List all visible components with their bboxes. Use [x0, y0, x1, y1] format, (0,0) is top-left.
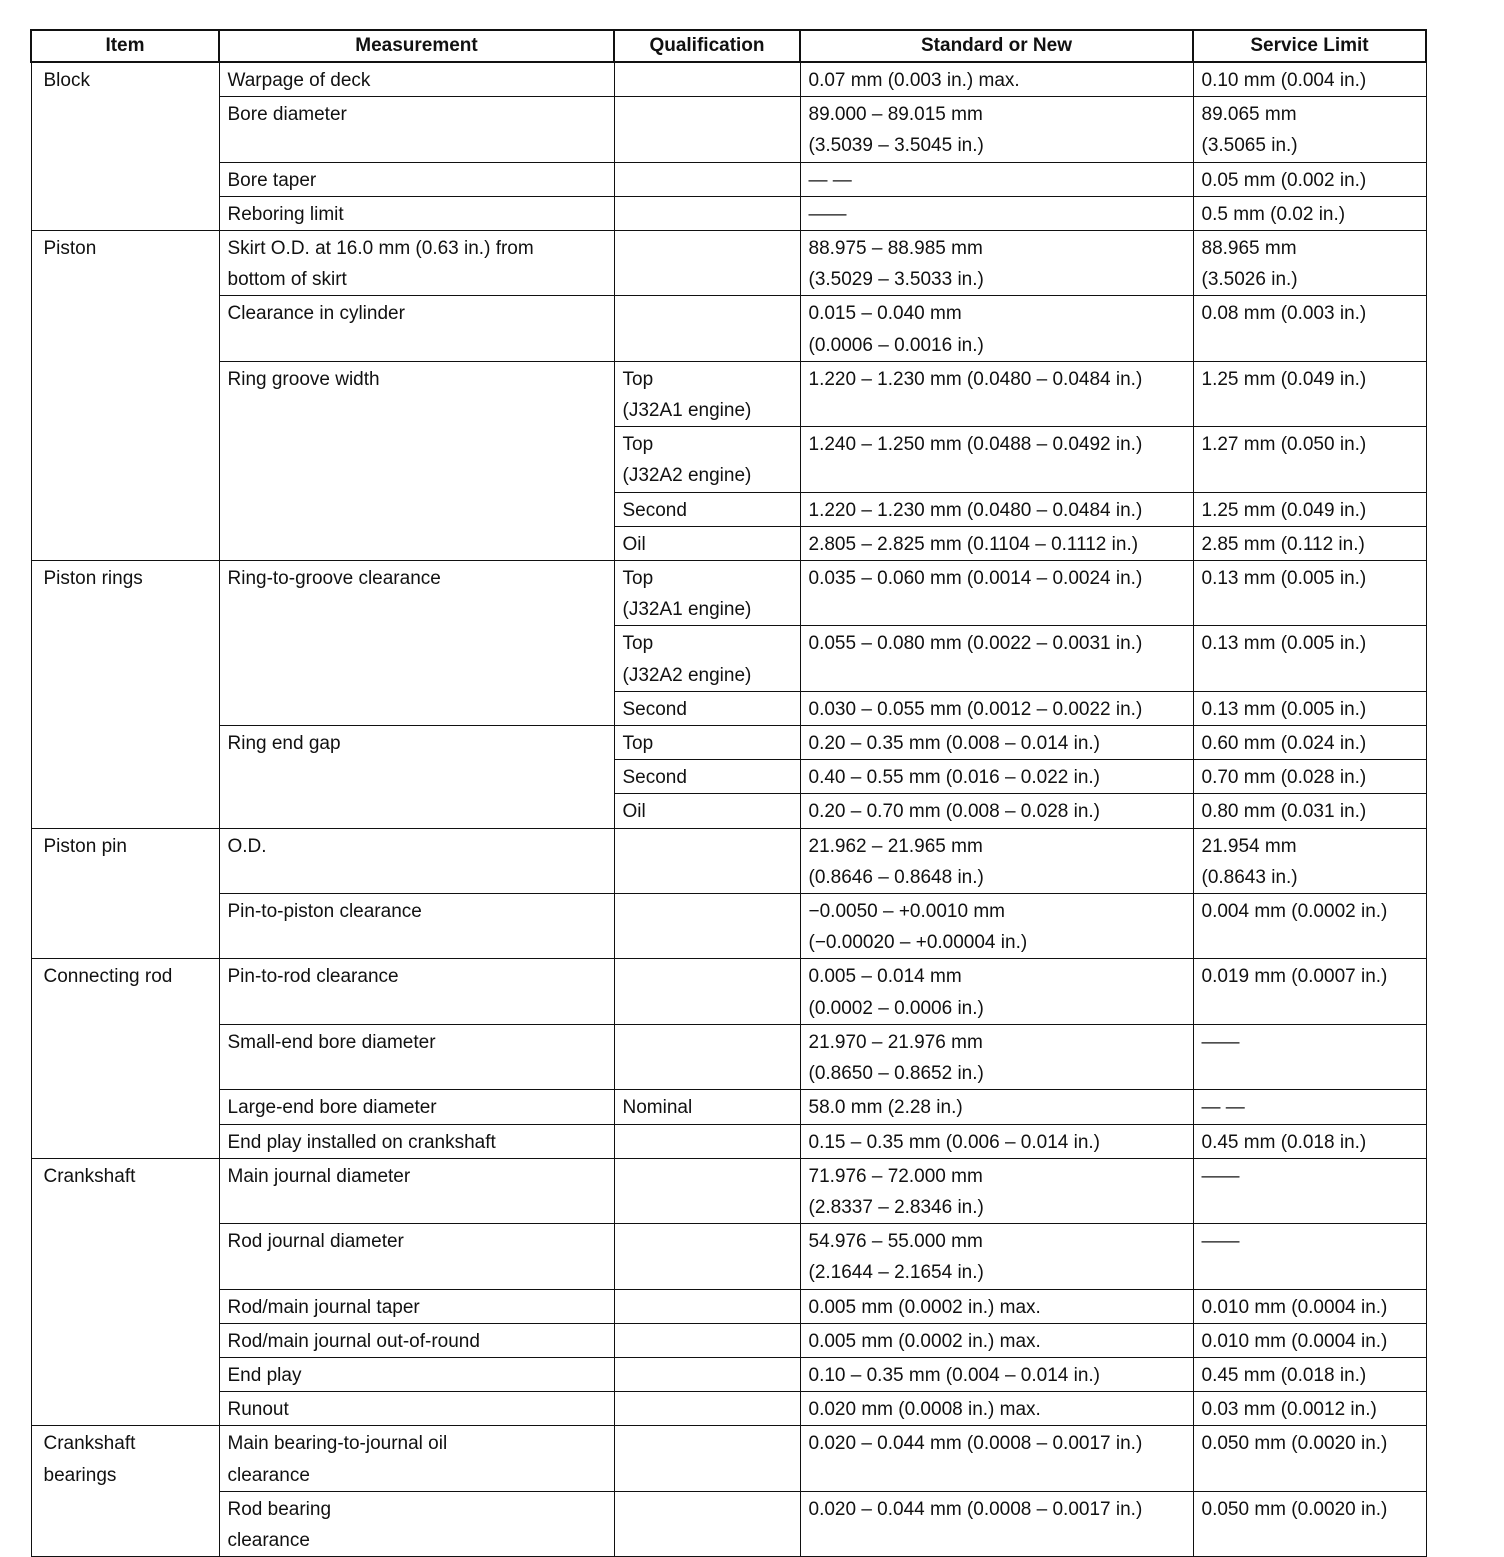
standard-cell: 0.20 – 0.35 mm (0.008 – 0.014 in.) [800, 726, 1193, 760]
measurement-cell: Runout [219, 1392, 614, 1426]
qualification-cell: Top (J32A2 engine) [614, 626, 800, 691]
table-row [31, 1024, 1426, 1089]
table-row [31, 1090, 1426, 1124]
limit-cell: 0.010 mm (0.0004 in.) [1193, 1289, 1426, 1323]
limit-cell: 0.05 mm (0.002 in.) [1193, 162, 1426, 196]
standard-cell: 0.20 – 0.70 mm (0.008 – 0.028 in.) [800, 794, 1193, 828]
standard-cell: 0.020 – 0.044 mm (0.0008 – 0.0017 in.) [800, 1426, 1193, 1491]
header-measurement: Measurement [219, 30, 614, 62]
standard-cell: 0.020 – 0.044 mm (0.0008 – 0.0017 in.) [800, 1491, 1193, 1556]
item-cell: Piston pin [31, 828, 219, 959]
limit-cell: 0.13 mm (0.005 in.) [1193, 626, 1426, 691]
standard-cell: 21.962 – 21.965 mm (0.8646 – 0.8648 in.) [800, 828, 1193, 893]
standard-cell: −0.0050 – +0.0010 mm (−0.00020 – +0.00004 in.) [800, 894, 1193, 959]
header-item: Item [31, 30, 219, 62]
qualification-cell: Oil [614, 526, 800, 560]
table-row [31, 1357, 1426, 1391]
item-cell: Crankshaft [31, 1158, 219, 1426]
qualification-cell [614, 1224, 800, 1289]
limit-cell: 1.25 mm (0.049 in.) [1193, 361, 1426, 426]
table-row [31, 894, 1426, 959]
table-row [31, 196, 1426, 230]
standard-cell: 0.055 – 0.080 mm (0.0022 – 0.0031 in.) [800, 626, 1193, 691]
qualification-cell [614, 162, 800, 196]
qualification-cell: Second [614, 492, 800, 526]
qualification-cell [614, 1357, 800, 1391]
measurement-cell: Ring-to-groove clearance [219, 561, 614, 726]
standard-cell: 0.030 – 0.055 mm (0.0012 – 0.0022 in.) [800, 691, 1193, 725]
standard-cell: 0.07 mm (0.003 in.) max. [800, 62, 1193, 97]
table-row [31, 828, 1426, 893]
table-row [31, 1158, 1426, 1223]
standard-cell: 71.976 – 72.000 mm (2.8337 – 2.8346 in.) [800, 1158, 1193, 1223]
item-cell: Crankshaft bearings [31, 1426, 219, 1557]
measurement-cell: Ring end gap [219, 726, 614, 829]
table-row [31, 1491, 1426, 1556]
limit-cell: 89.065 mm (3.5065 in.) [1193, 97, 1426, 162]
standard-cell: —— [800, 196, 1193, 230]
measurement-cell: Rod/main journal taper [219, 1289, 614, 1323]
standard-cell: 2.805 – 2.825 mm (0.1104 – 0.1112 in.) [800, 526, 1193, 560]
limit-cell: —— [1193, 1158, 1426, 1223]
measurement-cell: Bore diameter [219, 97, 614, 162]
limit-cell: 0.45 mm (0.018 in.) [1193, 1124, 1426, 1158]
measurement-cell: End play installed on crankshaft [219, 1124, 614, 1158]
table-row [31, 1426, 1426, 1491]
header-row [31, 30, 1426, 62]
standard-cell: 1.220 – 1.230 mm (0.0480 – 0.0484 in.) [800, 492, 1193, 526]
qualification-cell: Second [614, 760, 800, 794]
limit-cell: 88.965 mm (3.5026 in.) [1193, 231, 1426, 296]
limit-cell: 0.5 mm (0.02 in.) [1193, 196, 1426, 230]
measurement-cell: Main journal diameter [219, 1158, 614, 1223]
item-cell: Piston rings [31, 561, 219, 829]
limit-cell: 0.010 mm (0.0004 in.) [1193, 1323, 1426, 1357]
limit-cell: 0.050 mm (0.0020 in.) [1193, 1491, 1426, 1556]
table-row [31, 959, 1426, 1024]
standard-cell: 0.035 – 0.060 mm (0.0014 – 0.0024 in.) [800, 561, 1193, 626]
table-row [31, 1289, 1426, 1323]
limit-cell: 0.13 mm (0.005 in.) [1193, 561, 1426, 626]
measurement-cell: Bore taper [219, 162, 614, 196]
limit-cell: 0.10 mm (0.004 in.) [1193, 62, 1426, 97]
limit-cell: 0.45 mm (0.018 in.) [1193, 1357, 1426, 1391]
table-row [31, 561, 1426, 626]
standard-cell: 0.10 – 0.35 mm (0.004 – 0.014 in.) [800, 1357, 1193, 1391]
standard-cell: 1.220 – 1.230 mm (0.0480 – 0.0484 in.) [800, 361, 1193, 426]
item-cell: Block [31, 62, 219, 231]
standard-cell: 0.005 – 0.014 mm (0.0002 – 0.0006 in.) [800, 959, 1193, 1024]
measurement-cell: Ring groove width [219, 361, 614, 560]
table-row [31, 361, 1426, 426]
qualification-cell [614, 1124, 800, 1158]
qualification-cell: Top [614, 726, 800, 760]
limit-cell: 2.85 mm (0.112 in.) [1193, 526, 1426, 560]
measurement-cell: Warpage of deck [219, 62, 614, 97]
limit-cell: 0.80 mm (0.031 in.) [1193, 794, 1426, 828]
table-row [31, 1323, 1426, 1357]
limit-cell: —— [1193, 1224, 1426, 1289]
measurement-cell: Reboring limit [219, 196, 614, 230]
measurement-cell: Pin-to-piston clearance [219, 894, 614, 959]
table-row [31, 1124, 1426, 1158]
standard-cell: 88.975 – 88.985 mm (3.5029 – 3.5033 in.) [800, 231, 1193, 296]
measurement-cell: Clearance in cylinder [219, 296, 614, 361]
qualification-cell [614, 1426, 800, 1491]
limit-cell: — — [1193, 1090, 1426, 1124]
limit-cell: 0.70 mm (0.028 in.) [1193, 760, 1426, 794]
measurement-cell: Skirt O.D. at 16.0 mm (0.63 in.) from bottom of skirt [219, 231, 614, 296]
table-row [31, 1392, 1426, 1426]
measurement-cell: Main bearing-to-journal oil clearance [219, 1426, 614, 1491]
standard-cell: 0.005 mm (0.0002 in.) max. [800, 1323, 1193, 1357]
qualification-cell [614, 1289, 800, 1323]
header-service-limit: Service Limit [1193, 30, 1426, 62]
standard-cell: 0.15 – 0.35 mm (0.006 – 0.014 in.) [800, 1124, 1193, 1158]
table-row [31, 726, 1426, 760]
header-standard: Standard or New [800, 30, 1193, 62]
qualification-cell [614, 1158, 800, 1223]
qualification-cell [614, 296, 800, 361]
limit-cell: 0.004 mm (0.0002 in.) [1193, 894, 1426, 959]
qualification-cell [614, 231, 800, 296]
limit-cell: 1.25 mm (0.049 in.) [1193, 492, 1426, 526]
measurement-cell: Small-end bore diameter [219, 1024, 614, 1089]
qualification-cell [614, 97, 800, 162]
specifications-sheet [30, 29, 1425, 1557]
qualification-cell: Top (J32A1 engine) [614, 361, 800, 426]
item-cell: Connecting rod [31, 959, 219, 1158]
qualification-cell [614, 196, 800, 230]
table-row [31, 162, 1426, 196]
limit-cell: 0.03 mm (0.0012 in.) [1193, 1392, 1426, 1426]
limit-cell: 0.13 mm (0.005 in.) [1193, 691, 1426, 725]
measurement-cell: Large-end bore diameter [219, 1090, 614, 1124]
standard-cell: 1.240 – 1.250 mm (0.0488 – 0.0492 in.) [800, 427, 1193, 492]
measurement-cell: Rod/main journal out-of-round [219, 1323, 614, 1357]
measurement-cell: Pin-to-rod clearance [219, 959, 614, 1024]
limit-cell: 0.60 mm (0.024 in.) [1193, 726, 1426, 760]
item-cell: Piston [31, 231, 219, 561]
qualification-cell [614, 1392, 800, 1426]
standard-cell: 21.970 – 21.976 mm (0.8650 – 0.8652 in.) [800, 1024, 1193, 1089]
measurement-cell: Rod journal diameter [219, 1224, 614, 1289]
limit-cell: 1.27 mm (0.050 in.) [1193, 427, 1426, 492]
limit-cell: —— [1193, 1024, 1426, 1089]
measurement-cell: End play [219, 1357, 614, 1391]
qualification-cell: Oil [614, 794, 800, 828]
standard-cell: 89.000 – 89.015 mm (3.5039 – 3.5045 in.) [800, 97, 1193, 162]
qualification-cell: Second [614, 691, 800, 725]
header-qualification: Qualification [614, 30, 800, 62]
table-row [31, 1224, 1426, 1289]
qualification-cell [614, 828, 800, 893]
standard-cell: 0.40 – 0.55 mm (0.016 – 0.022 in.) [800, 760, 1193, 794]
qualification-cell [614, 1323, 800, 1357]
qualification-cell [614, 894, 800, 959]
qualification-cell: Nominal [614, 1090, 800, 1124]
limit-cell: 0.019 mm (0.0007 in.) [1193, 959, 1426, 1024]
standard-cell: 54.976 – 55.000 mm (2.1644 – 2.1654 in.) [800, 1224, 1193, 1289]
qualification-cell: Top (J32A1 engine) [614, 561, 800, 626]
limit-cell: 21.954 mm (0.8643 in.) [1193, 828, 1426, 893]
limit-cell: 0.050 mm (0.0020 in.) [1193, 1426, 1426, 1491]
qualification-cell: Top (J32A2 engine) [614, 427, 800, 492]
measurement-cell: O.D. [219, 828, 614, 893]
standard-cell: 0.005 mm (0.0002 in.) max. [800, 1289, 1193, 1323]
table-row [31, 62, 1426, 97]
table-row [31, 97, 1426, 162]
table-row [31, 296, 1426, 361]
table-row [31, 231, 1426, 296]
engine-specs-table [30, 29, 1427, 1557]
standard-cell: — — [800, 162, 1193, 196]
qualification-cell [614, 1024, 800, 1089]
qualification-cell [614, 1491, 800, 1556]
standard-cell: 58.0 mm (2.28 in.) [800, 1090, 1193, 1124]
qualification-cell [614, 959, 800, 1024]
limit-cell: 0.08 mm (0.003 in.) [1193, 296, 1426, 361]
standard-cell: 0.015 – 0.040 mm (0.0006 – 0.0016 in.) [800, 296, 1193, 361]
measurement-cell: Rod bearing clearance [219, 1491, 614, 1556]
qualification-cell [614, 62, 800, 97]
standard-cell: 0.020 mm (0.0008 in.) max. [800, 1392, 1193, 1426]
